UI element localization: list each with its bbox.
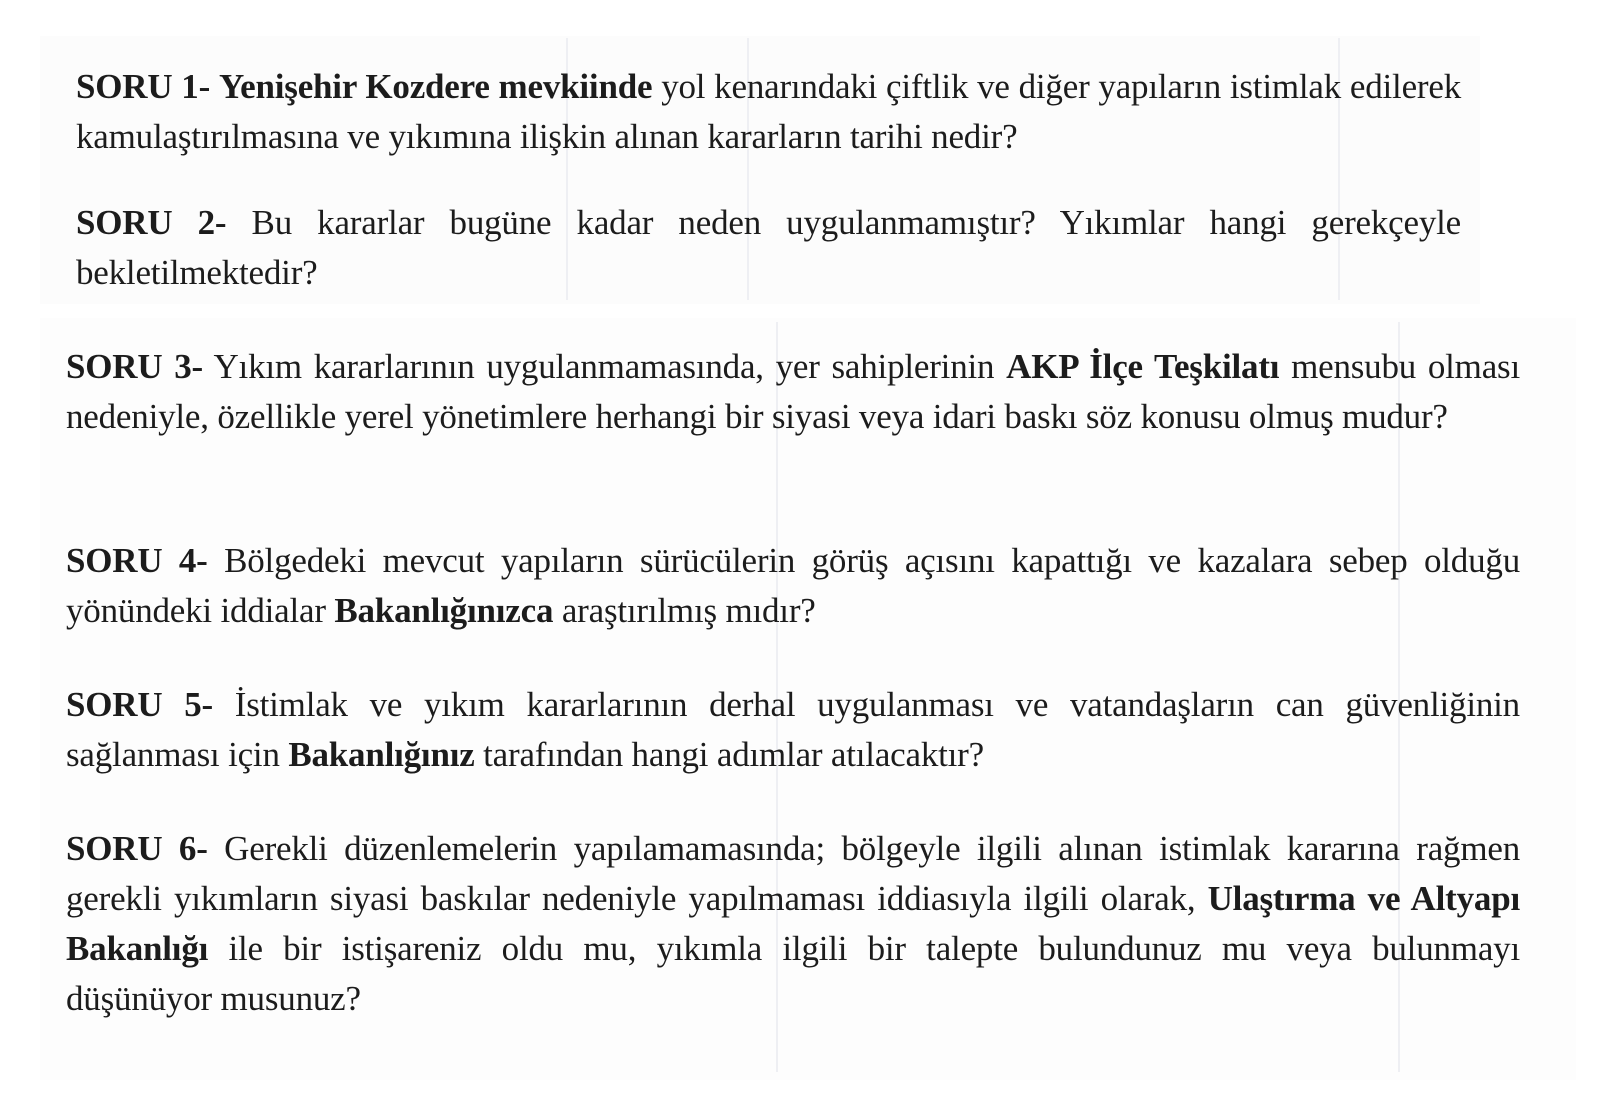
question-text-bold: AKP İlçe Teşkilatı [1006, 347, 1280, 386]
question-text: ile bir istişareniz oldu mu, yıkımla ilgili bir talepte bulundunuz mu veya bulunmayı düşünüyor musunuz? [66, 929, 1520, 1018]
question-label: SORU 1- [76, 67, 211, 106]
question-1 [76, 62, 1461, 162]
question-label: SORU 4- [66, 541, 208, 580]
question-4 [66, 536, 1520, 636]
question-2 [76, 198, 1461, 298]
question-text: İstimlak ve yıkım kararlarının derhal uygulanması ve vatandaşların can güvenliğinin sağlanması için [66, 685, 1520, 774]
question-text: yol kenarındaki çiftlik ve diğer yapıların istimlak edilerek kamulaştırılmasına ve yıkımına ilişkin alınan kararların tarihi nedir? [76, 67, 1462, 156]
question-text-bold: Yenişehir Kozdere mevkiinde [218, 67, 653, 106]
question-label: SORU 6- [66, 829, 208, 868]
question-label: SORU 3- [66, 347, 203, 386]
question-text: Yıkım kararlarının uygulanmamasında, yer sahiplerinin [213, 347, 1007, 386]
question-text-bold: Ulaştırma ve Altyapı Bakanlığı [66, 879, 1520, 968]
question-5 [66, 680, 1520, 780]
question-6 [66, 824, 1520, 1024]
question-text-bold: Bakanlığınız [288, 735, 475, 774]
question-text: Gerekli düzenlemelerin yapılamamasında; bölgeyle ilgili alınan istimlak kararına rağmen gerekli yıkımların siyasi baskılar nedeniyle yapılmaması iddiasıyla ilgili olarak, [66, 829, 1520, 918]
question-text: mensubu olması nedeniyle, özellikle yerel yönetimlere herhangi bir siyasi veya idari baskı söz konusu olmuş mudur? [66, 347, 1520, 436]
question-text: Bu kararlar bugüne kadar neden uygulanmamıştır? Yıkımlar hangi gerekçeyle bekletilmektedir? [76, 203, 1461, 292]
question-text-bold: Bakanlığınızca [334, 591, 554, 630]
question-label: SORU 2- [76, 203, 227, 242]
question-label: SORU 5- [66, 685, 213, 724]
question-text: Bölgedeki mevcut yapıların sürücülerin görüş açısını kapattığı ve kazalara sebep olduğu yönündeki iddialar [66, 541, 1520, 630]
question-3 [66, 342, 1520, 442]
question-text: tarafından hangi adımlar atılacaktır? [474, 735, 984, 774]
question-text: araştırılmış mıdır? [553, 591, 816, 630]
